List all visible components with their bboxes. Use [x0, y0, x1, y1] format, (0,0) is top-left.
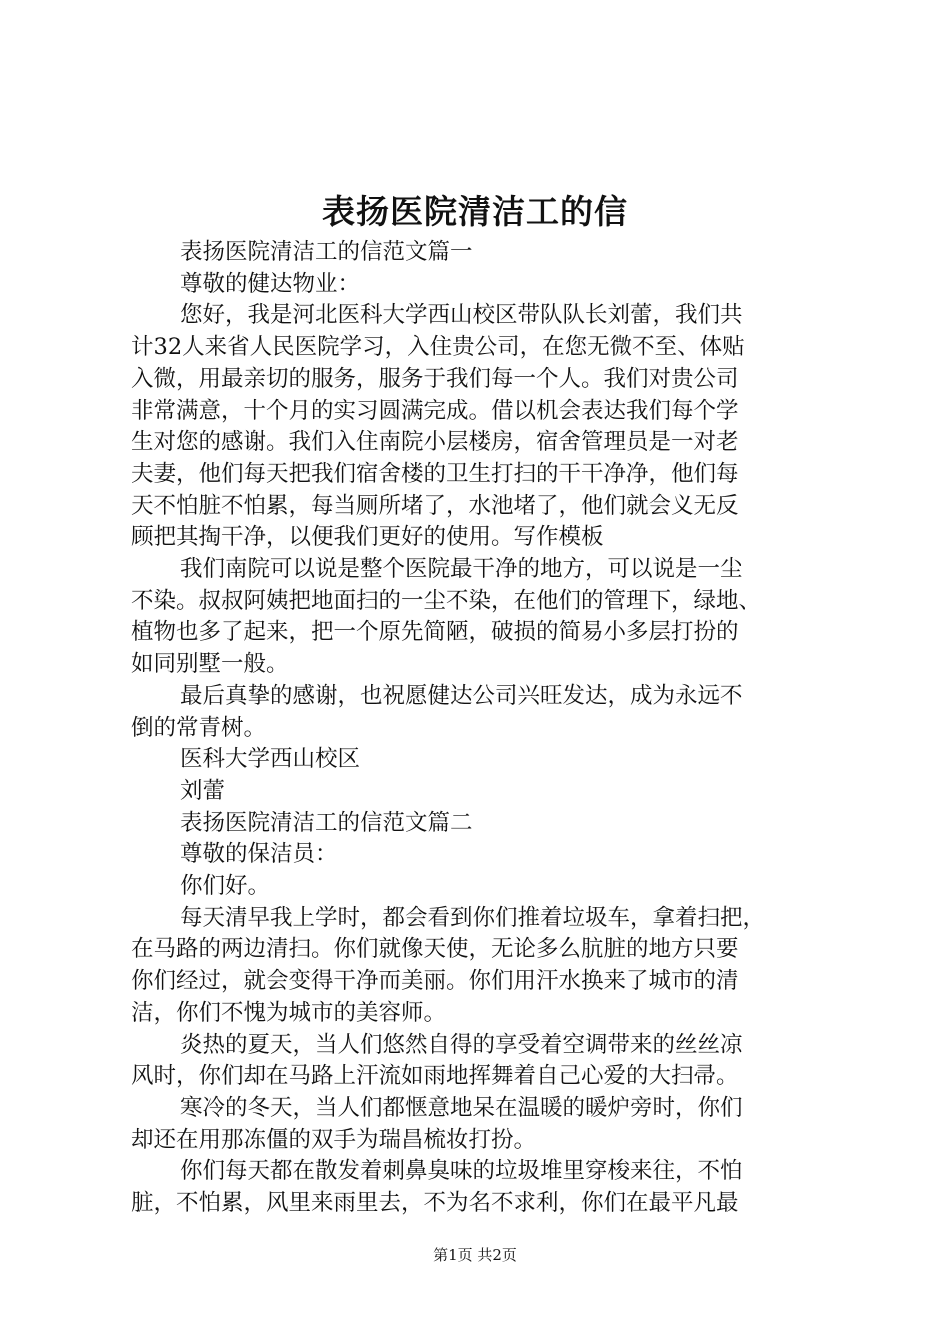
- body-line: 尊敬的保洁员：: [180, 841, 338, 868]
- body-line: 在马路的两边清扫。你们就像天使，无论多么肮脏的地方只要: [131, 936, 739, 963]
- body-line: 寒冷的冬天，当人们都惬意地呆在温暖的暖炉旁时，你们: [180, 1094, 743, 1121]
- body-line: 每天清早我上学时，都会看到你们推着垃圾车，拿着扫把，: [180, 904, 766, 931]
- body-line: 不染。叔叔阿姨把地面扫的一尘不染，在他们的管理下，绿地、: [131, 587, 762, 614]
- body-line: 天不怕脏不怕累，每当厕所堵了，水池堵了，他们就会义无反: [131, 492, 739, 519]
- body-line: 非常满意，十个月的实习圆满完成。借以机会表达我们每个学: [131, 397, 739, 424]
- body-line: 医科大学西山校区: [180, 746, 361, 773]
- document-body: [131, 237, 831, 1220]
- body-line: 炎热的夏天，当人们悠然自得的享受着空调带来的丝丝凉: [180, 1031, 743, 1058]
- body-line: 尊敬的健达物业：: [180, 270, 361, 297]
- body-line: 倒的常青树。: [131, 714, 267, 741]
- body-line: 生对您的感谢。我们入住南院小层楼房，宿舍管理员是一对老: [131, 429, 739, 456]
- body-line: 计32人来省人民医院学习，入住贵公司，在您无微不至、体贴: [131, 334, 745, 361]
- body-line: 您好，我是河北医科大学西山校区带队队长刘蕾，我们共: [180, 302, 743, 329]
- body-line: 你们好。: [180, 873, 271, 900]
- body-line: 入微，用最亲切的服务，服务于我们每一个人。我们对贵公司: [131, 365, 739, 392]
- body-line: 表扬医院清洁工的信范文篇二: [180, 809, 473, 836]
- body-line: 最后真挚的感谢，也祝愿健达公司兴旺发达，成为永远不: [180, 682, 743, 709]
- body-line: 顾把其掏干净，以便我们更好的使用。写作模板: [131, 524, 604, 551]
- body-line: 洁，你们不愧为城市的美容师。: [131, 999, 447, 1026]
- body-line: 却还在用那冻僵的双手为瑞昌梳妆打扮。: [131, 1126, 537, 1153]
- body-line: 如同别墅一般。: [131, 651, 289, 678]
- body-line: 风时，你们却在马路上汗流如雨地挥舞着自己心爱的大扫帚。: [131, 1063, 739, 1090]
- body-line: 植物也多了起来，把一个原先简陋，破损的简易小多层打扮的: [131, 619, 739, 646]
- page-footer: 第1页 共2页: [433, 1246, 517, 1264]
- body-line: 你们经过，就会变得干净而美丽。你们用汗水换来了城市的清: [131, 968, 739, 995]
- body-line: 脏，不怕累，风里来雨里去，不为名不求利，你们在最平凡最: [131, 1190, 739, 1217]
- body-line: 刘蕾: [180, 777, 226, 804]
- body-line: 我们南院可以说是整个医院最干净的地方，可以说是一尘: [180, 556, 743, 583]
- body-line: 表扬医院清洁工的信范文篇一: [180, 239, 473, 265]
- body-line: 夫妻，他们每天把我们宿舍楼的卫生打扫的干干净净，他们每: [131, 460, 739, 487]
- body-line: 你们每天都在散发着刺鼻臭味的垃圾堆里穿梭来往，不怕: [180, 1158, 743, 1185]
- document-title: 表扬医院清洁工的信: [322, 192, 628, 231]
